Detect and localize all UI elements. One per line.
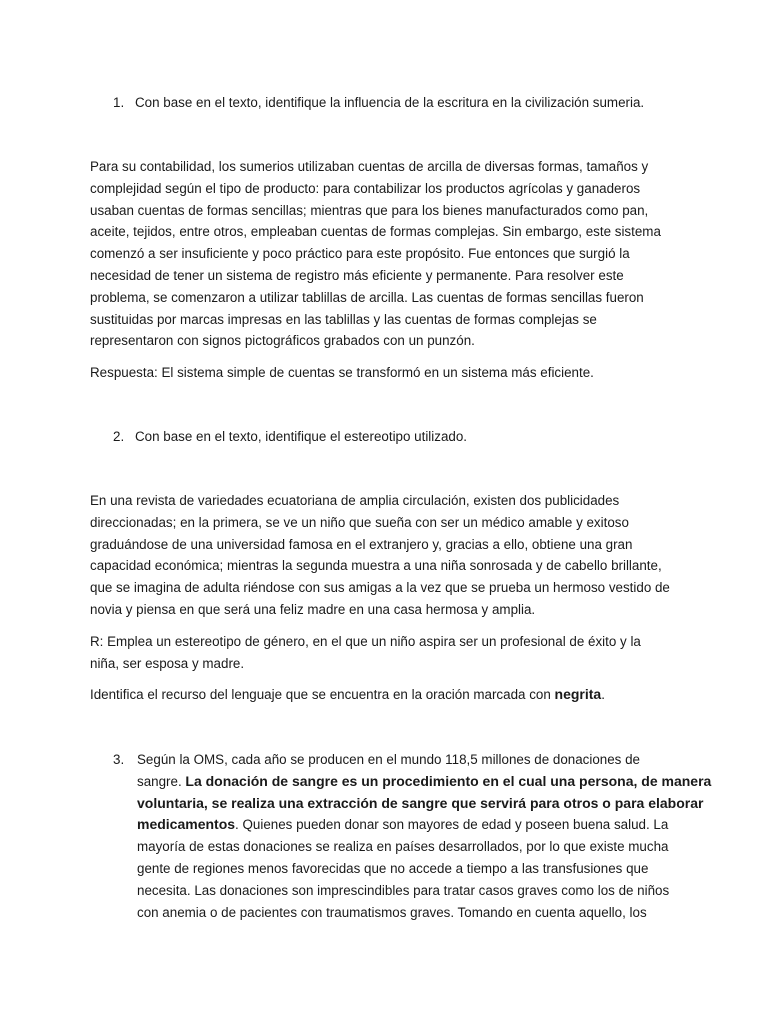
paragraph-line: Para su contabilidad, los sumerios utilizaban cuentas de arcilla de diversas formas, tamaños y: [90, 159, 649, 174]
answer-line: Respuesta: El sistema simple de cuentas se transformó en un sistema más eficiente.: [90, 365, 594, 380]
paragraph-line: complejidad según el tipo de producto: para contabilizar los productos agrícolas y ganaderos: [90, 180, 641, 196]
paragraph-line: capacidad económica; mientras la segunda muestra a una niña sonrosada y de cabello brillante,: [90, 558, 662, 574]
plain-text: . Quienes pueden donar son mayores de edad y poseen buena salud. La: [235, 817, 669, 833]
paragraph-line: graduándose de una universidad famosa en el extranjero y, gracias a ello, obtiene una gran: [90, 536, 633, 552]
paragraph-line: necesita. Las donaciones son imprescindibles para tratar casos graves como los de niños: [137, 882, 670, 898]
paragraph-line: usaban cuentas de formas sencillas; mientras que para los bienes manufacturados como pan,: [90, 202, 649, 218]
question-1-paragraph: [90, 156, 690, 352]
question-2-instruction: [90, 684, 690, 706]
paragraph-line: [137, 793, 704, 815]
paragraph-line: novia y piensa en que será una feliz madre en una casa hermosa y amplia.: [90, 601, 536, 617]
paragraph-line: sustituidas por marcas impresas en las tablillas y las cuentas de formas complejas se: [90, 311, 597, 327]
paragraph-line: mayoría de estas donaciones se realiza en países desarrollados, por lo que existe mucha: [137, 839, 669, 855]
paragraph-line: problema, se comenzaron a utilizar tablillas de arcilla. Las cuentas de formas sencillas fueron: [90, 289, 644, 305]
paragraph-line: con anemia o de pacientes con traumatismos graves. Tomando en cuenta aquello, los: [137, 904, 647, 920]
question-2-paragraph: [90, 490, 690, 621]
paragraph-line: Según la OMS, cada año se producen en el mundo 118,5 millones de donaciones de: [137, 752, 640, 767]
answer-line: R: Emplea un estereotipo de género, en el que un niño aspira ser un profesional de éxito y la: [90, 634, 641, 649]
question-1-answer: [90, 362, 690, 384]
paragraph-line: direccionadas; en la primera, se ve un niño que sueña con ser un médico amable y exitoso: [90, 514, 629, 530]
instruction-line: [90, 684, 690, 706]
bold-sentence: voluntaria, se realiza una extracción de sangre que servirá para otros o para elaborar: [137, 794, 704, 811]
paragraph-line: representaron con signos pictográficos grabados con un punzón.: [90, 333, 475, 349]
instruction-bold-word: negrita: [554, 686, 602, 702]
question-1-number: 1.: [113, 95, 125, 110]
paragraph-line: aceite, tejidos, entre otros, empleaban cuentas de formas complejas. Sin embargo, este sistema: [90, 224, 661, 240]
paragraph-line: En una revista de variedades ecuatoriana de amplia circulación, existen dos publicidades: [90, 493, 620, 508]
instruction-text: Identifica el recurso del lenguaje que se encuentra en la oración marcada con: [90, 687, 555, 702]
question-2-answer: [90, 631, 690, 675]
question-1-text: Con base en el texto, identifique la influencia de la escritura en la civilización sumeria.: [135, 95, 645, 110]
answer-line: niña, ser esposa y madre.: [90, 655, 245, 671]
paragraph-line: [137, 814, 697, 836]
question-3-body: [137, 749, 712, 923]
question-3-number: 3.: [113, 752, 125, 767]
question-2-text: Con base en el texto, identifique el estereotipo utilizado.: [135, 429, 468, 444]
plain-text: sangre.: [137, 773, 186, 789]
instruction-period: .: [601, 687, 605, 702]
paragraph-line: que se imagina de adulta riéndose con sus amigas a la vez que se prueba un hermoso vestido de: [90, 580, 670, 596]
paragraph-line: gente de regiones menos favorecidas que no accede a tiempo a las transfusiones que: [137, 860, 649, 876]
bold-sentence: medicamentos: [137, 816, 236, 833]
question-2-number: 2.: [113, 429, 125, 444]
paragraph-line: necesidad de tener un sistema de registro más eficiente y permanente. Para resolver este: [90, 267, 624, 283]
paragraph-line: [137, 771, 712, 793]
bold-sentence: La donación de sangre es un procedimiento en el cual una persona, de manera: [185, 772, 712, 789]
paragraph-line: comenzó a ser insuficiente y poco práctico para este propósito. Fue entonces que surgió la: [90, 246, 630, 262]
